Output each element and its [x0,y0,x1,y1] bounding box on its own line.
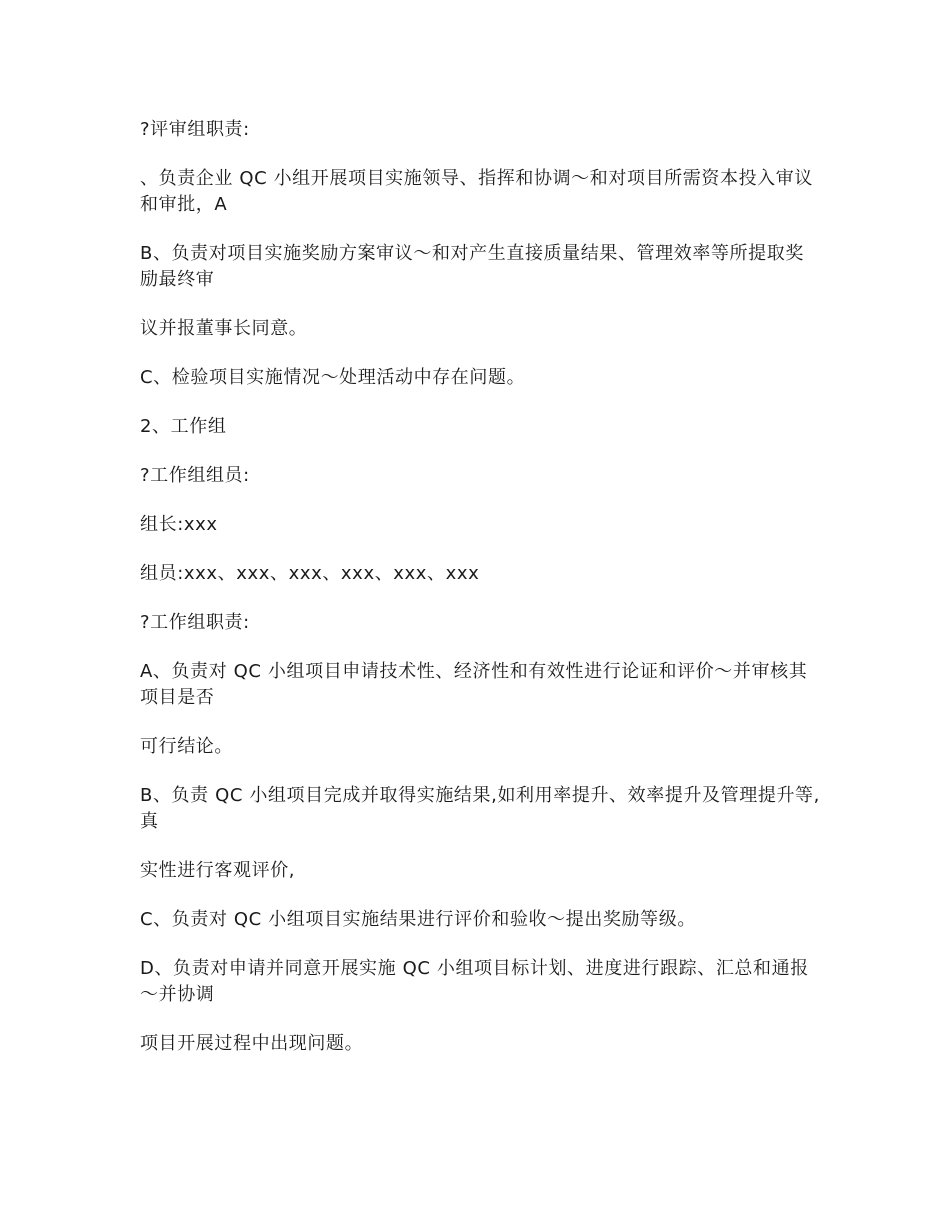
work-duty-a: A、负责对 QC 小组项目申请技术性、经济性和有效性进行论证和评价～并审核其项目是否 [140,661,808,708]
review-duty-b: B、负责对项目实施奖励方案审议～和对产生直接质量结果、管理效率等所提取奖励最终审 [140,243,804,290]
work-group-heading: 2、工作组 [140,416,227,437]
review-group-duties-heading: ?评审组职责: [140,119,250,140]
work-group-duties-heading: ?工作组职责: [140,612,250,633]
work-group-leader: 组长:xxx [140,514,218,535]
review-duty-c: C、检验项目实施情况～处理活动中存在问题。 [140,367,526,388]
work-duty-c: C、负责对 QC 小组项目实施结果进行评价和验收～提出奖励等级。 [140,909,696,930]
work-group-members-heading: ?工作组组员: [140,465,250,486]
review-duty-b-continued: 议并报董事长同意。 [140,318,308,339]
document-body [140,117,820,1080]
work-group-members: 组员:xxx、xxx、xxx、xxx、xxx、xxx [140,563,480,584]
work-duty-d-continued: 项目开展过程中出现问题。 [140,1033,364,1054]
work-duty-b-continued: 实性进行客观评价, [140,860,296,881]
work-duty-d: D、负责对申请并同意开展实施 QC 小组项目标计划、进度进行跟踪、汇总和通报～并协调 [140,958,809,1005]
review-duty-a: 、负责企业 QC 小组开展项目实施领导、指挥和协调～和对项目所需资本投入审议和审批，A [140,168,813,215]
work-duty-a-continued: 可行结论。 [140,736,233,757]
work-duty-b: B、负责 QC 小组项目完成并取得实施结果,如利用率提升、效率提升及管理提升等,真 [140,785,820,832]
